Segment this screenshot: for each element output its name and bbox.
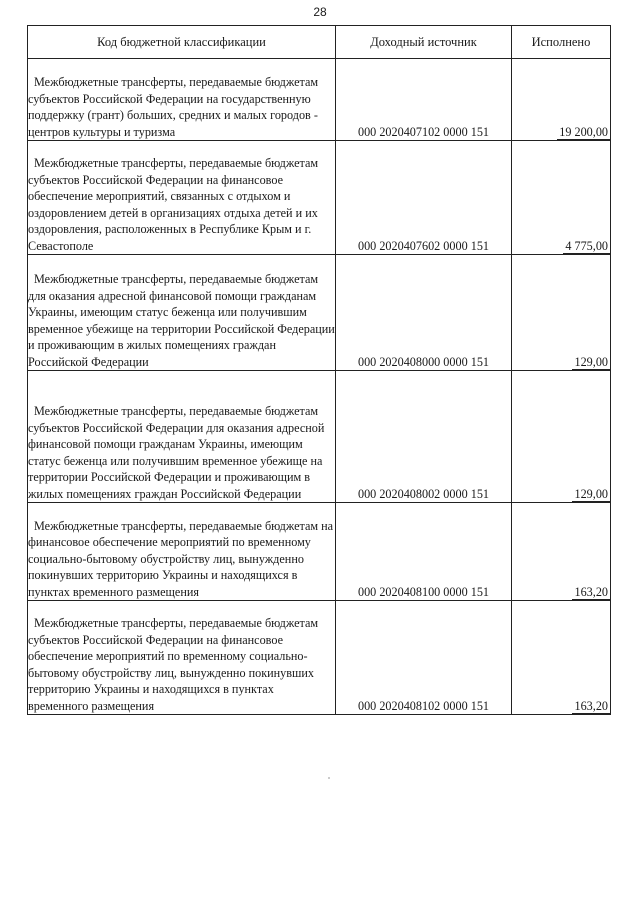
row-code: 000 2020407102 0000 151 — [336, 59, 512, 141]
table-header-row — [28, 26, 611, 59]
header-executed: Исполнено — [512, 26, 611, 59]
row-description: Межбюджетные трансферты, передаваемые бюджетам на финансовое обеспечение мероприятий по временному социально-бытовому обустройству лиц, вынужденно покинувших территорию Украины и находящихся в пунктах временного размещения — [28, 503, 336, 601]
row-amount — [512, 59, 611, 141]
header-source: Доходный источник — [336, 26, 512, 59]
row-description: Межбюджетные трансферты, передаваемые бюджетам субъектов Российской Федерации на финансовое обеспечение мероприятий по временному социально-бытовому обустройству лиц, вынужденно покинувших территорию Украины и находящихся в пунктах временного размещения — [28, 601, 336, 715]
row-code: 000 2020408000 0000 151 — [336, 255, 512, 371]
row-amount — [512, 255, 611, 371]
row-amount-value: 129,00 — [574, 354, 608, 369]
table-row — [28, 601, 611, 715]
row-code: 000 2020407602 0000 151 — [336, 141, 512, 255]
page-number: 28 — [313, 5, 327, 19]
row-amount-value: 163,20 — [574, 584, 608, 599]
row-amount-value: 163,20 — [574, 698, 608, 713]
scan-speck — [328, 777, 330, 779]
row-description: Межбюджетные трансферты, передаваемые бюджетам для оказания адресной финансовой помощи гражданам Украины, имеющим статус беженца или получившим временное убежище на территории Российской Федерации и проживающим в жилых помещениях граждан Российской Федерации — [28, 255, 336, 371]
table-row — [28, 371, 611, 503]
row-amount-value: 4 775,00 — [565, 238, 608, 253]
row-code: 000 2020408102 0000 151 — [336, 601, 512, 715]
row-code: 000 2020408100 0000 151 — [336, 503, 512, 601]
table-row — [28, 59, 611, 141]
row-amount — [512, 371, 611, 503]
table-row — [28, 255, 611, 371]
row-amount-value: 19 200,00 — [559, 124, 608, 139]
budget-table — [27, 25, 611, 715]
table-row — [28, 503, 611, 601]
header-code: Код бюджетной классификации — [28, 26, 336, 59]
row-amount-value: 129,00 — [574, 486, 608, 501]
row-amount — [512, 503, 611, 601]
row-amount — [512, 141, 611, 255]
row-description: Межбюджетные трансферты, передаваемые бюджетам субъектов Российской Федерации на финансовое обеспечение мероприятий, связанных с отдыхом и оздоровлением детей в организациях отдыха детей и их оздоровления, расположенных в Республике Крым и г. Севастополе — [28, 141, 336, 255]
table-row — [28, 141, 611, 255]
row-description: Межбюджетные трансферты, передаваемые бюджетам субъектов Российской Федерации для оказания адресной финансовой помощи гражданам Украины, имеющим статус беженца или получившим временное убежище на территории Российской Федерации и проживающим в жилых помещениях граждан Российской Федерации — [28, 371, 336, 503]
row-description: Межбюджетные трансферты, передаваемые бюджетам субъектов Российской Федерации на государственную поддержку (грант) больших, средних и малых городов - центров культуры и туризма — [28, 59, 336, 141]
row-code: 000 2020408002 0000 151 — [336, 371, 512, 503]
row-amount — [512, 601, 611, 715]
